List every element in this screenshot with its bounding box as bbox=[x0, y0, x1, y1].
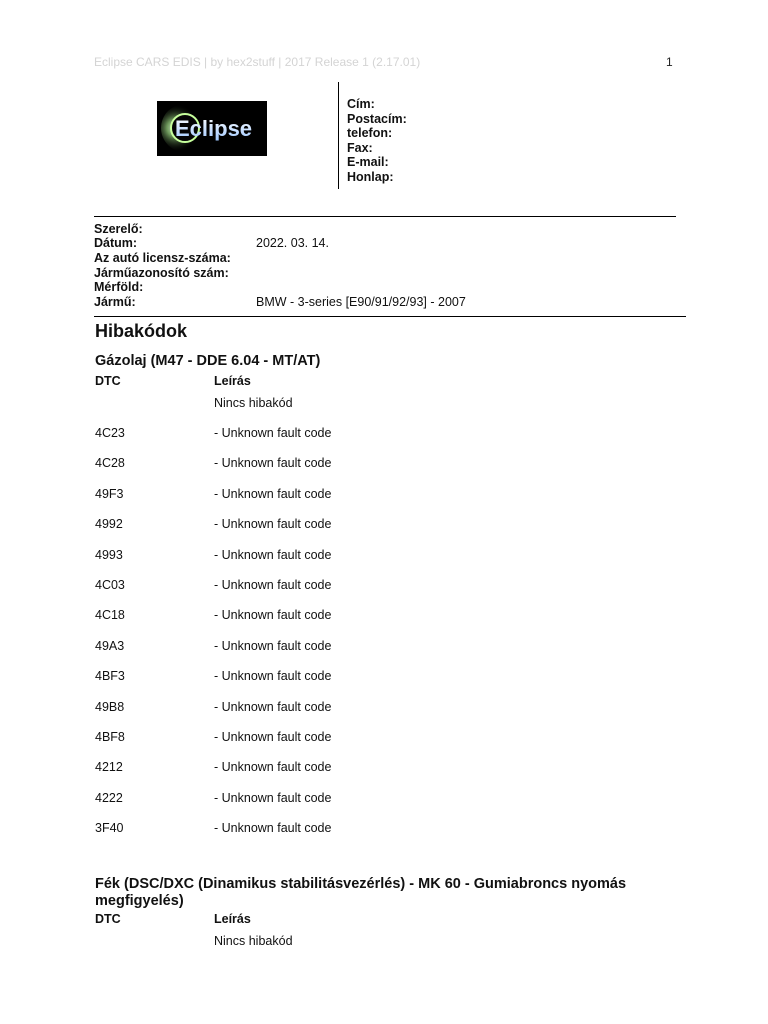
table-row-description: - Unknown fault code bbox=[214, 608, 332, 622]
table-row-dtc: 4212 bbox=[95, 760, 123, 774]
table-row-description: - Unknown fault code bbox=[214, 669, 332, 683]
table-row-dtc: 4992 bbox=[95, 517, 123, 531]
contact-block bbox=[347, 97, 407, 185]
table-row-description: - Unknown fault code bbox=[214, 791, 332, 805]
column-header-description: Leírás bbox=[214, 374, 251, 388]
fault-codes-title: Hibakódok bbox=[95, 321, 188, 341]
header-divider bbox=[338, 82, 339, 189]
contact-label-fax: Fax: bbox=[347, 140, 373, 155]
info-value: 2022. 03. 14. bbox=[256, 236, 329, 250]
section-heading-diesel: Gázolaj (M47 - DDE 6.04 - MT/AT) bbox=[95, 353, 321, 369]
contact-label-email: E-mail: bbox=[347, 155, 389, 170]
table-row-description: - Unknown fault code bbox=[214, 700, 332, 714]
table-row-description: - Unknown fault code bbox=[214, 821, 332, 835]
info-label: Járműazonosító szám: bbox=[94, 266, 229, 280]
table-row-description: - Unknown fault code bbox=[214, 639, 332, 653]
info-value: BMW - 3-series [E90/91/92/93] - 2007 bbox=[256, 295, 466, 309]
table-row-dtc: 4BF3 bbox=[95, 669, 125, 683]
contact-label-address: Cím: bbox=[347, 97, 375, 111]
column-header-dtc: DTC bbox=[95, 374, 121, 388]
table-row-dtc: 49A3 bbox=[95, 639, 125, 653]
info-top-rule bbox=[94, 216, 676, 217]
column-header-description: Leírás bbox=[214, 912, 251, 926]
table-row-dtc: 4C23 bbox=[95, 426, 125, 440]
info-label: Az autó licensz-száma: bbox=[94, 251, 231, 265]
table-row-dtc: 49F3 bbox=[95, 487, 124, 501]
table-row-description: - Unknown fault code bbox=[214, 730, 332, 744]
info-label: Mérföld: bbox=[94, 280, 144, 294]
contact-label-postal: Postacím: bbox=[347, 111, 407, 126]
table-row-description: - Unknown fault code bbox=[214, 426, 332, 440]
table-row-dtc: 49B8 bbox=[95, 700, 125, 714]
eclipse-logo-graphic bbox=[157, 101, 267, 156]
table-row-description: - Unknown fault code bbox=[214, 548, 332, 562]
info-label: Dátum: bbox=[94, 236, 138, 250]
table-row-dtc: 3F40 bbox=[95, 821, 124, 835]
table-row-description: - Unknown fault code bbox=[214, 456, 332, 470]
page-header-text: Eclipse CARS EDIS | by hex2stuff | 2017 Release 1 (2.17.01) bbox=[94, 55, 421, 69]
table-row-description: - Unknown fault code bbox=[214, 487, 332, 501]
table-row-description: - Unknown fault code bbox=[214, 760, 332, 774]
info-label: Jármű: bbox=[94, 295, 136, 309]
table-row-description: - Unknown fault code bbox=[214, 578, 332, 592]
eclipse-logo bbox=[157, 101, 267, 156]
page-number: 1 bbox=[666, 55, 673, 69]
section-heading-brake: Fék (DSC/DXC (Dinamikus stabilitásvezérlés) - MK 60 - Gumiabroncs nyomás megfigyelés) bbox=[95, 876, 627, 909]
contact-label-phone: telefon: bbox=[347, 126, 393, 141]
column-header-dtc: DTC bbox=[95, 912, 121, 926]
logo-text: Eclipse bbox=[175, 116, 253, 141]
contact-label-website: Honlap: bbox=[347, 169, 394, 184]
table-row-description: - Unknown fault code bbox=[214, 517, 332, 531]
table-row-dtc: 4C18 bbox=[95, 608, 125, 622]
table-row-dtc: 4993 bbox=[95, 548, 123, 562]
table-row-dtc: 4222 bbox=[95, 791, 123, 805]
table-row-dtc: 4C28 bbox=[95, 456, 125, 470]
table-row-dtc: 4BF8 bbox=[95, 730, 125, 744]
info-bottom-rule bbox=[94, 316, 686, 317]
info-label: Szerelő: bbox=[94, 222, 143, 236]
no-fault-code-text: Nincs hibakód bbox=[214, 934, 293, 948]
no-fault-code-text: Nincs hibakód bbox=[214, 396, 293, 410]
table-row-dtc: 4C03 bbox=[95, 578, 125, 592]
